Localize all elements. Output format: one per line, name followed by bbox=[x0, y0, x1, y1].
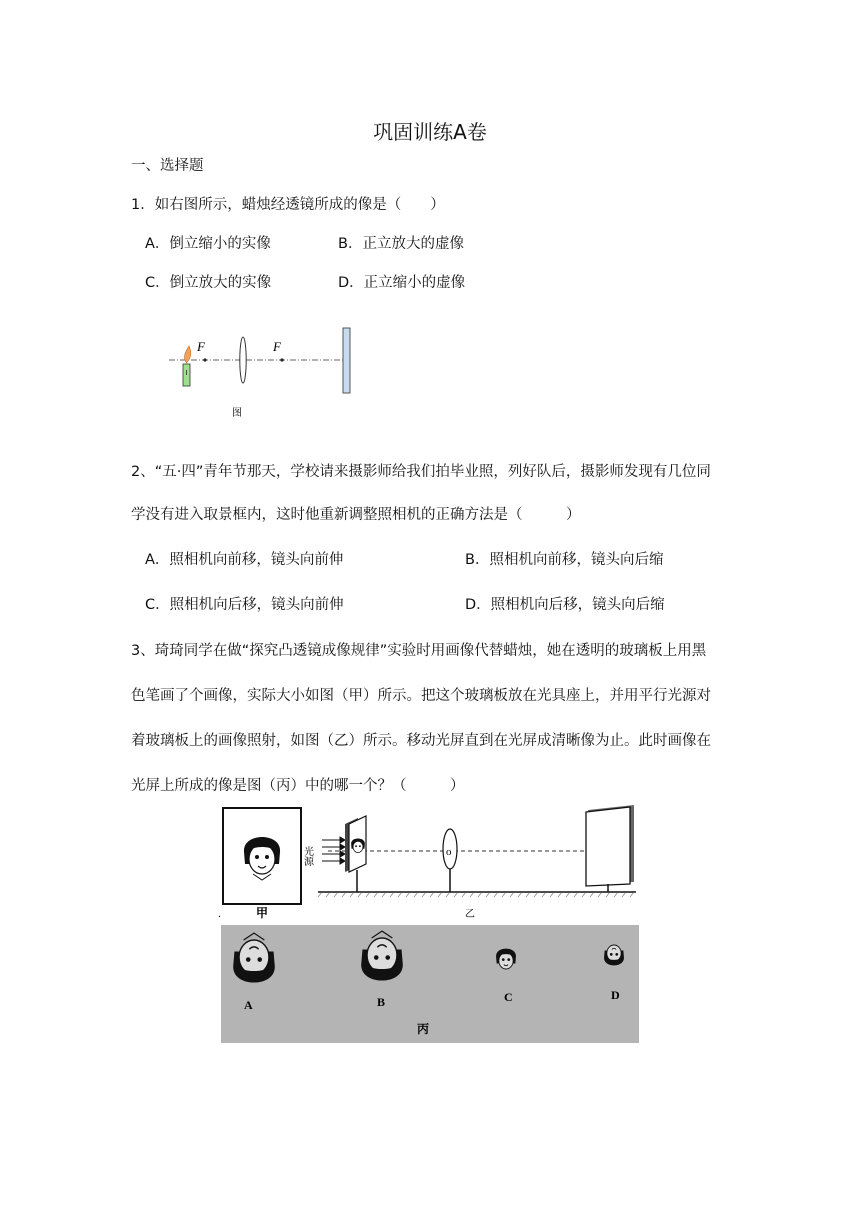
page-title: 巩固训练A卷 bbox=[373, 120, 487, 144]
label-jia: 甲 bbox=[256, 906, 269, 920]
label-bing: 丙 bbox=[417, 1022, 430, 1036]
q2-line-1: 2、“五·四”青年节那天，学校请来摄影师给我们拍毕业照，列好队后，摄影师发现有几位同 bbox=[131, 464, 711, 480]
svg-text:o: o bbox=[446, 846, 452, 858]
q2-option-c: C．照相机向后移，镜头向前伸 bbox=[145, 597, 344, 613]
light-screen bbox=[343, 328, 350, 393]
option-c-label: C bbox=[504, 990, 513, 1004]
q3-line-4: 光屏上所成的像是图（丙）中的哪一个？（ ） bbox=[131, 778, 465, 794]
light-source-label: 光源 bbox=[301, 846, 313, 866]
option-d-label: D bbox=[611, 988, 620, 1002]
convex-lens bbox=[240, 337, 246, 383]
experiment-figure bbox=[218, 804, 638, 922]
option-b-label: B bbox=[377, 995, 386, 1009]
q1-option-d: D．正立缩小的虚像 bbox=[338, 275, 466, 291]
q1-stem: 1．如右图所示，蜡烛经透镜所成的像是（ ） bbox=[131, 197, 445, 213]
stray-dot: . bbox=[218, 906, 221, 920]
q1-option-a: A．倒立缩小的实像 bbox=[145, 236, 271, 252]
q1-option-b: B．正立放大的虚像 bbox=[338, 236, 464, 252]
section-heading: 一、选择题 bbox=[131, 158, 204, 174]
q2-line-2: 学没有进入取景框内，这时他重新调整照相机的正确方法是（ ） bbox=[131, 507, 581, 523]
focus-label-right: F bbox=[273, 339, 281, 354]
q2-option-b: B．照相机向前移，镜头向后缩 bbox=[465, 552, 664, 568]
q3-line-1: 3、琦琦同学在做“探究凸透镜成像规律”实验时用画像代替蜡烛，她在透明的玻璃板上用黑 bbox=[131, 643, 707, 659]
q3-line-3: 着玻璃板上的画像照射，如图（乙）所示。移动光屏直到在光屏成清晰像为止。此时画像在 bbox=[131, 733, 711, 749]
glass-plate bbox=[345, 816, 366, 892]
q2-option-a: A．照相机向前移，镜头向前伸 bbox=[145, 552, 344, 568]
figure-caption: 图 bbox=[232, 408, 242, 419]
label-yi: 乙 bbox=[465, 909, 475, 920]
focus-point-right bbox=[280, 358, 283, 361]
image-options-figure bbox=[221, 925, 639, 1043]
candle-lens-figure bbox=[165, 322, 365, 422]
parallel-light-arrows bbox=[322, 837, 345, 864]
option-a-label: A bbox=[244, 998, 253, 1012]
q2-option-d: D．照相机向后移，镜头向后缩 bbox=[465, 597, 665, 613]
focus-point-left bbox=[203, 358, 206, 361]
light-screen-2 bbox=[586, 805, 634, 892]
convex-lens-2 bbox=[443, 829, 457, 892]
focus-label-left: F bbox=[197, 339, 205, 354]
candle-icon bbox=[183, 346, 191, 386]
q3-line-2: 色笔画了个画像，实际大小如图（甲）所示。把这个玻璃板放在光具座上，并用平行光源对 bbox=[131, 688, 711, 704]
q1-option-c: C．倒立放大的实像 bbox=[145, 275, 272, 291]
